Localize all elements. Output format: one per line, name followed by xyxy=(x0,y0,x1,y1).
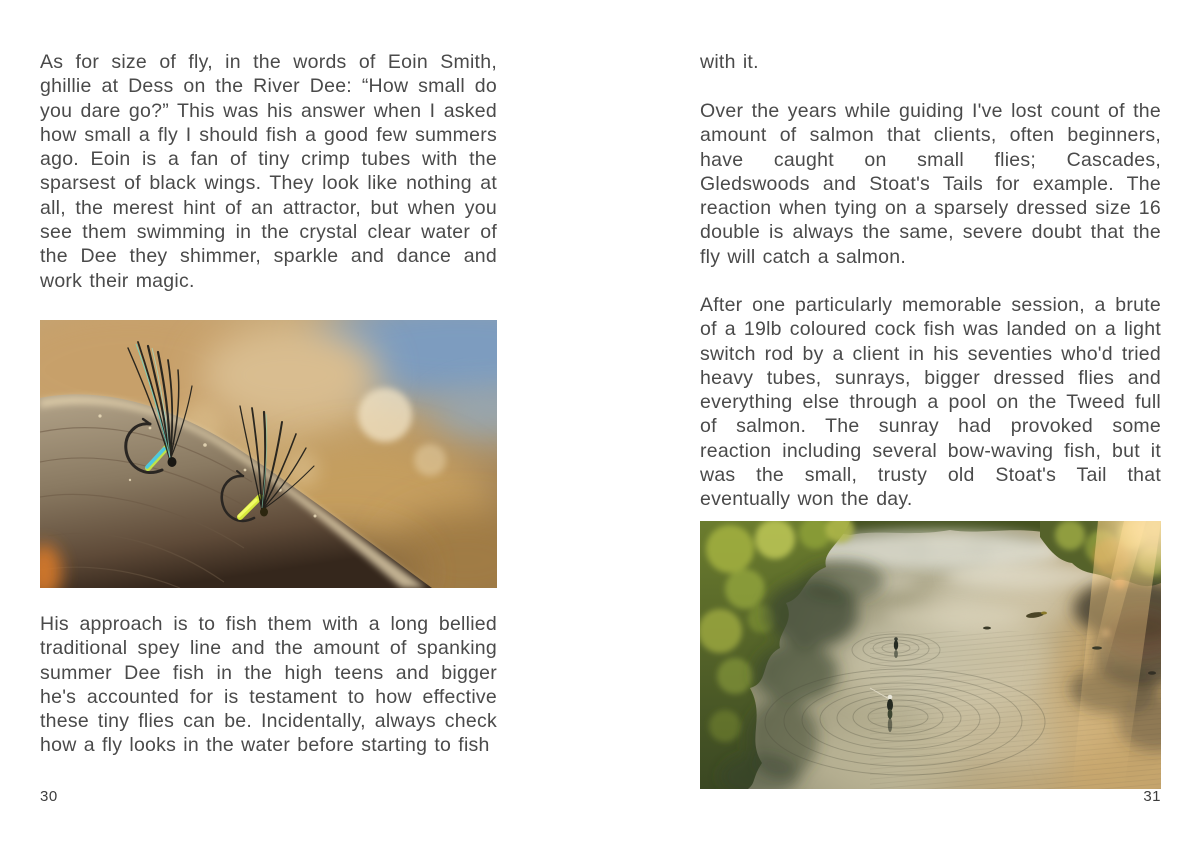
right-paragraph-3: After one particularly memorable session, a brute of a 19lb coloured cock fish was landed on a light switch rod by a client in his seventies who'd tried heavy tubes, sunrays, bigger dressed flies and everything else through a pool on the Tweed full of salmon. The sunray had provoked some reaction including several bow-waving fish, but it was the small, trusty old Stoat's Tail that eventually won the day. xyxy=(700,294,1161,511)
left-paragraph-2: His approach is to fish them with a long bellied traditional spey line and the amount of spanking summer Dee fish in the high teens and bigger he's accounted for is testament to how effective these tiny flies can be. Incidentally, always check how a fly looks in the water before starting to fish xyxy=(40,613,497,757)
river-photo xyxy=(700,521,1161,789)
left-paragraph-1: As for size of fly, in the words of Eoin Smith, ghillie at Dess on the River Dee: “How small do you dare go?” This was his answer when I asked how small a fly I should fish a good few summers ago. Eoin is a fan of tiny crimp tubes with the sparsest of black wings. They look like nothing at all, the merest hint of an attractor, but when you see them swimming in the crystal clear water of the Dee they shimmer, sparkle and dance and work their magic. xyxy=(40,51,497,292)
flies-photo-art xyxy=(40,320,497,588)
page-number-left: 30 xyxy=(40,788,58,805)
right-paragraph-2: Over the years while guiding I've lost count of the amount of salmon that clients, often beginners, have caught on small flies; Cascades, Gledswoods and Stoat's Tails for example. The reaction when tying on a sparsely dressed size 16 double is always the same, severe doubt that the fly will catch a salmon. xyxy=(700,100,1161,268)
flies-photo xyxy=(40,320,497,588)
page-number-right: 31 xyxy=(1143,788,1161,805)
right-paragraph-1: with it. xyxy=(700,51,759,73)
river-photo-art xyxy=(700,521,1161,789)
